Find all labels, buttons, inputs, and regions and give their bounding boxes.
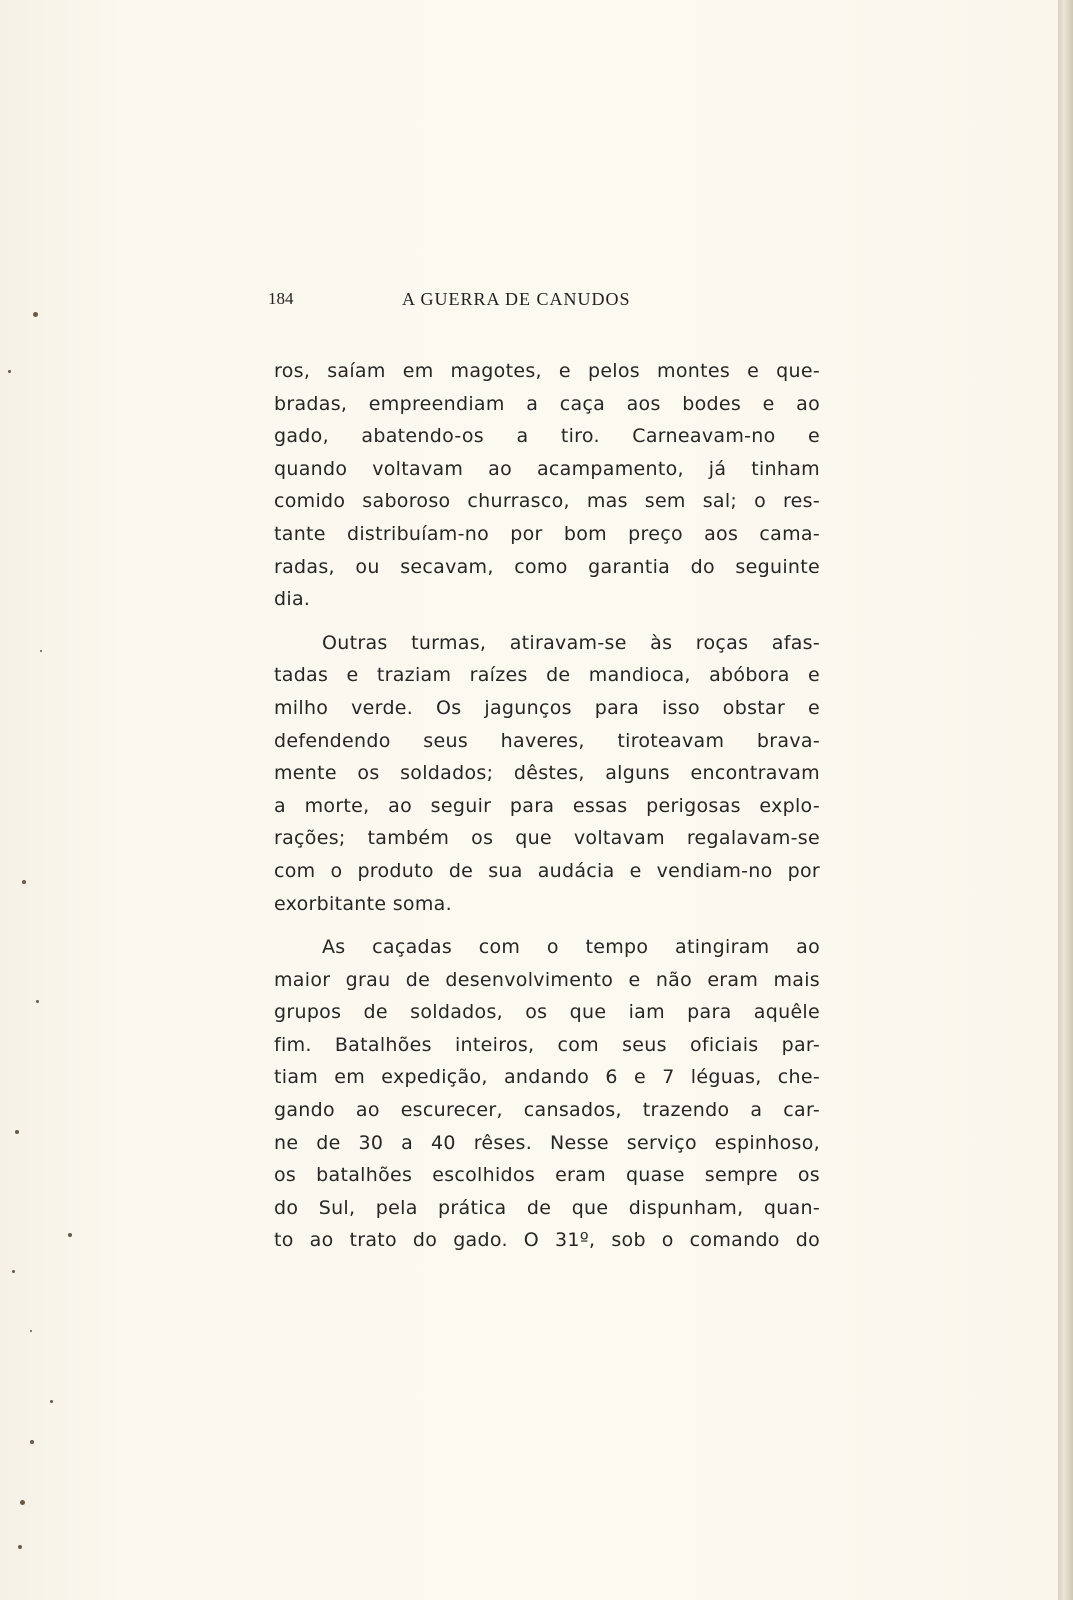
text-line: dia. bbox=[274, 588, 311, 611]
text-line: os batalhões escolhidos eram quase sempre os bbox=[274, 1164, 820, 1187]
paper-speck bbox=[30, 1330, 32, 1332]
text-line: exorbitante soma. bbox=[274, 892, 452, 915]
text-line: maior grau de desenvolvimento e não eram mais bbox=[274, 968, 820, 991]
text-line: do Sul, pela prática de que dispunham, quan- bbox=[274, 1196, 820, 1219]
text-line: radas, ou secavam, como garantia do seguinte bbox=[274, 555, 820, 578]
text-line: a morte, ao seguir para essas perigosas explo- bbox=[274, 794, 820, 817]
text-line: milho verde. Os jagunços para isso obstar e bbox=[274, 696, 820, 719]
paper-speck bbox=[50, 1400, 53, 1403]
paper-speck bbox=[18, 1545, 22, 1549]
text-line: rações; também os que voltavam regalavam-se bbox=[274, 827, 820, 850]
text-line: fim. Batalhões inteiros, com seus oficiais par- bbox=[274, 1033, 820, 1056]
text-line: Outras turmas, atiravam-se às roças afas- bbox=[322, 631, 820, 654]
text-line: to ao trato do gado. O 31º, sob o comando do bbox=[274, 1229, 820, 1252]
text-line: bradas, empreendiam a caça aos bodes e ao bbox=[274, 392, 820, 415]
paper-speck bbox=[15, 1130, 19, 1134]
text-line: defendendo seus haveres, tiroteavam brava- bbox=[274, 729, 820, 752]
text-line: gando ao escurecer, cansados, trazendo a car- bbox=[274, 1099, 820, 1122]
paper-speck bbox=[8, 370, 11, 373]
text-line: As caçadas com o tempo atingiram ao bbox=[322, 936, 820, 959]
paper-speck bbox=[22, 880, 26, 884]
running-title: A GUERRA DE CANUDOS bbox=[402, 289, 631, 309]
text-line: quando voltavam ao acampamento, já tinham bbox=[274, 457, 820, 480]
text-line: tadas e traziam raízes de mandioca, abóbora e bbox=[274, 664, 820, 687]
text-line: mente os soldados; dêstes, alguns encontravam bbox=[274, 762, 820, 785]
text-line: gado, abatendo-os a tiro. Carneavam-no e bbox=[274, 425, 820, 448]
text-line: comido saboroso churrasco, mas sem sal; o res- bbox=[274, 490, 820, 513]
paper-speck bbox=[40, 650, 42, 652]
text-line: ros, saíam em magotes, e pelos montes e que- bbox=[274, 360, 820, 382]
page-edge bbox=[1058, 0, 1073, 1600]
paper-speck bbox=[12, 1270, 15, 1273]
text-line: tiam em expedição, andando 6 e 7 léguas, che- bbox=[274, 1066, 820, 1089]
paper-speck bbox=[36, 1000, 39, 1003]
text-line: tante distribuíam-no por bom preço aos cama- bbox=[274, 522, 820, 545]
paragraph bbox=[274, 627, 820, 920]
text-line: ne de 30 a 40 rêses. Nesse serviço espinhoso, bbox=[274, 1131, 820, 1154]
paragraph bbox=[274, 931, 820, 1257]
running-header bbox=[268, 289, 808, 313]
body-text bbox=[274, 355, 820, 1257]
text-line: grupos de soldados, os que iam para aquêle bbox=[274, 1001, 820, 1024]
paragraph bbox=[274, 355, 820, 616]
paper-speck bbox=[30, 1440, 34, 1444]
paper-speck bbox=[20, 1500, 25, 1505]
text-line: com o produto de sua audácia e vendiam-no por bbox=[274, 859, 820, 882]
paper-speck bbox=[33, 312, 38, 317]
page-number: 184 bbox=[268, 289, 294, 308]
paper-speck bbox=[68, 1233, 72, 1237]
